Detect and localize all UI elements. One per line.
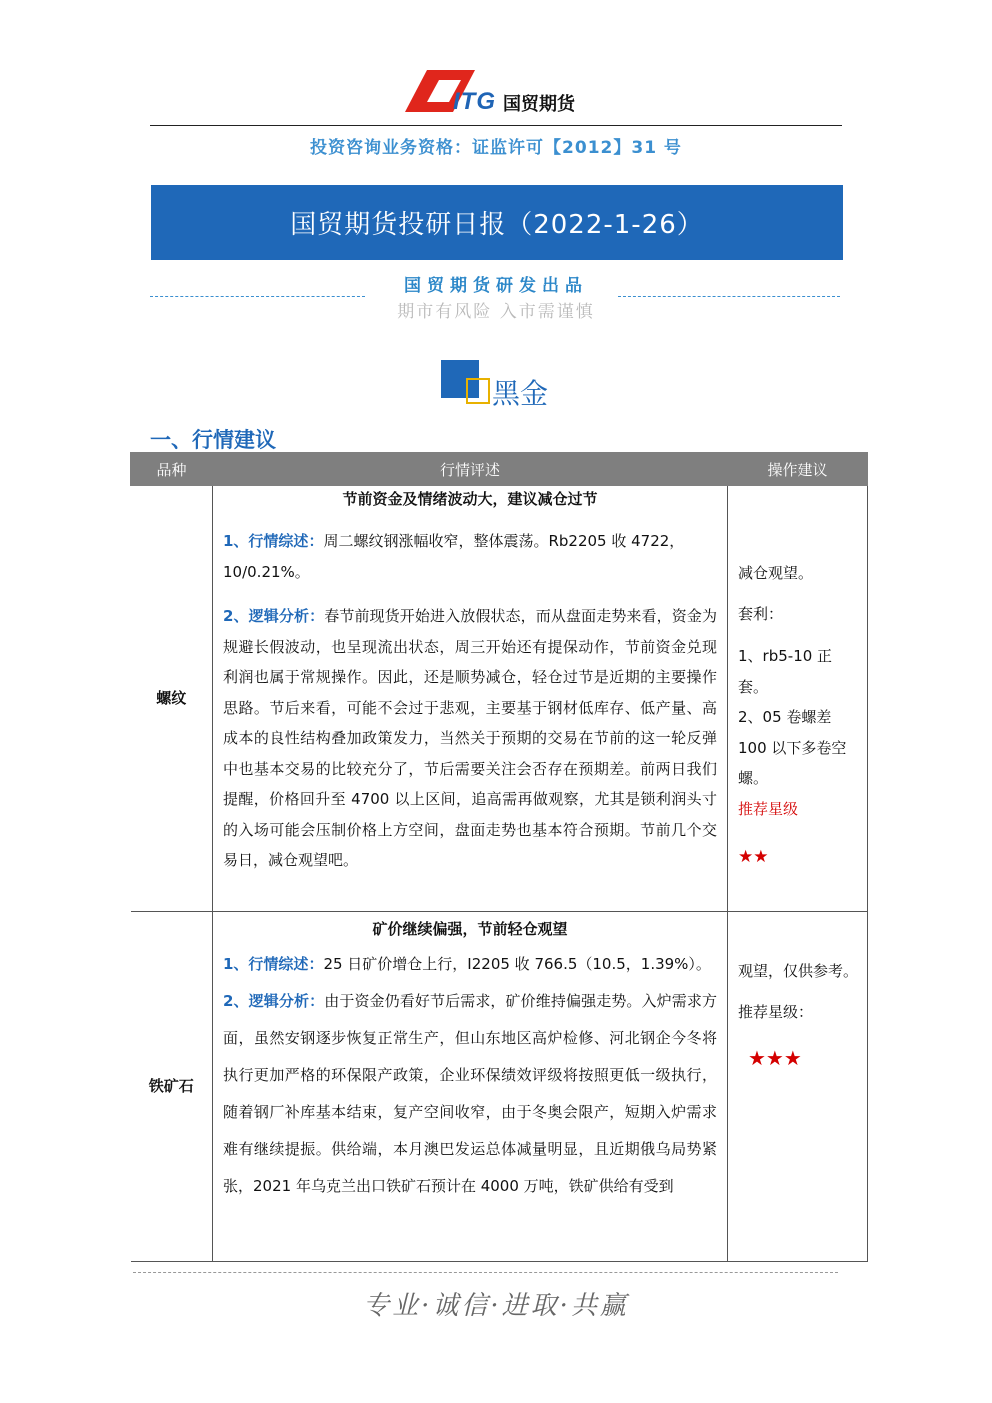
advice-cell xyxy=(728,912,868,1262)
column-header-variety: 品种 xyxy=(131,453,213,486)
footer-divider xyxy=(133,1272,838,1273)
rating-label: 推荐星级 xyxy=(738,799,799,818)
advice-cell xyxy=(728,486,868,912)
rating-stars: ★★★ xyxy=(748,1046,802,1070)
variety-cell: 铁矿石 xyxy=(131,912,213,1262)
report-title: 国贸期货投研日报（2022-1-26） xyxy=(290,210,704,240)
summary-label: 1、行情综述： xyxy=(223,532,324,550)
variety-cell: 螺纹 xyxy=(131,486,213,912)
header-divider xyxy=(150,125,842,126)
commentary-title: 矿价继续偏强，节前轻仓观望 xyxy=(372,920,568,938)
rating-stars: ★★ xyxy=(738,847,769,867)
summary-text: 周二螺纹钢涨幅收窄，整体震荡。Rb2205 收 4722，10/0.21%。 xyxy=(223,532,685,581)
market-summary xyxy=(223,946,717,983)
advice-line: 套利： xyxy=(738,604,784,623)
advice-line: 减仓观望。 xyxy=(738,564,814,582)
table-header-row xyxy=(131,453,868,486)
logo-company-name: 国贸期货 xyxy=(503,94,575,115)
report-banner xyxy=(151,185,843,260)
column-header-commentary: 行情评述 xyxy=(213,453,728,486)
column-header-advice: 操作建议 xyxy=(728,453,868,486)
summary-label: 1、行情综述： xyxy=(223,955,324,973)
advice-line: 1、rb5-10 正套。 xyxy=(738,647,833,696)
table-row-iron-ore xyxy=(131,912,868,1262)
analysis-label: 2、逻辑分析： xyxy=(223,607,325,625)
risk-notice: 期市有风险 入市需谨慎 xyxy=(397,302,595,322)
analysis-label: 2、逻辑分析： xyxy=(223,992,325,1010)
analysis-text: 由于资金仍看好节后需求，矿价维持偏强走势。入炉需求方面，虽然安钢逐步恢复正常生产，但山东地区高炉检修、河北钢企今冬将执行更加严格的环保限产政策，企业环保绩效评级将按照更低一级执行，随着钢厂补库基本结束，复产空间收窄，由于冬奥会限产，短期入炉需求难有继续提振。供给端，本月澳巴发运总体减量明显，且近期俄乌局势紧张，2021 年乌克兰出口铁矿石预计在 4000 万吨，铁矿供给有受到 xyxy=(223,992,717,1195)
logo-text: ITG xyxy=(453,88,496,115)
logic-analysis xyxy=(223,983,717,1205)
analysis-text: 春节前现货开始进入放假状态，而从盘面走势来看，资金为规避长假波动，也呈现流出状态，周三开始还有提保动作，节前资金兑现利润也属于常规操作。因此，还是顺势减仓，轻仓过节是近期的主要操作思路。节后来看，可能不会过于悲观，主要基于钢材低库存、低产量、高成本的良性结构叠加政策发力，当然关于预期的交易在节前的这一轮反弹中也基本交易的比较充分了，节后需要关注会否存在预期差。前两日我们提醒，价格回升至 4700 以上区间，追高需再做观察，尤其是锁利润头寸的入场可能会压制价格上方空间，盘面走势也基本符合预期。节前几个交易日，减仓观望吧。 xyxy=(223,607,717,869)
section-frame-icon xyxy=(466,378,490,404)
market-summary xyxy=(223,526,717,587)
logic-analysis xyxy=(223,601,717,876)
license-text: 投资咨询业务资格：证监许可【2012】31 号 xyxy=(310,138,682,158)
itg-logo xyxy=(405,70,595,114)
rating-label: 推荐星级： xyxy=(738,1002,814,1021)
market-advice-table xyxy=(130,452,868,1262)
commentary-title: 节前资金及情绪波动大，建议减仓过节 xyxy=(342,490,598,508)
section-title: 黑金 xyxy=(492,377,549,410)
advice-line: 2、05 卷螺差 100 以下多卷空螺。 xyxy=(738,708,847,787)
producer-text: 国贸期货研发出品 xyxy=(404,276,588,296)
commentary-cell xyxy=(213,912,728,1262)
commentary-cell xyxy=(213,486,728,912)
subsection-title: 一、行情建议 xyxy=(150,428,276,452)
table-row-rebar xyxy=(131,486,868,912)
company-motto: 专业·诚信·进取·共赢 xyxy=(363,1291,629,1321)
summary-text: 25 日矿价增仓上行，I2205 收 766.5（10.5，1.39%）。 xyxy=(323,955,711,973)
advice-line: 观望，仅供参考。 xyxy=(738,962,859,980)
